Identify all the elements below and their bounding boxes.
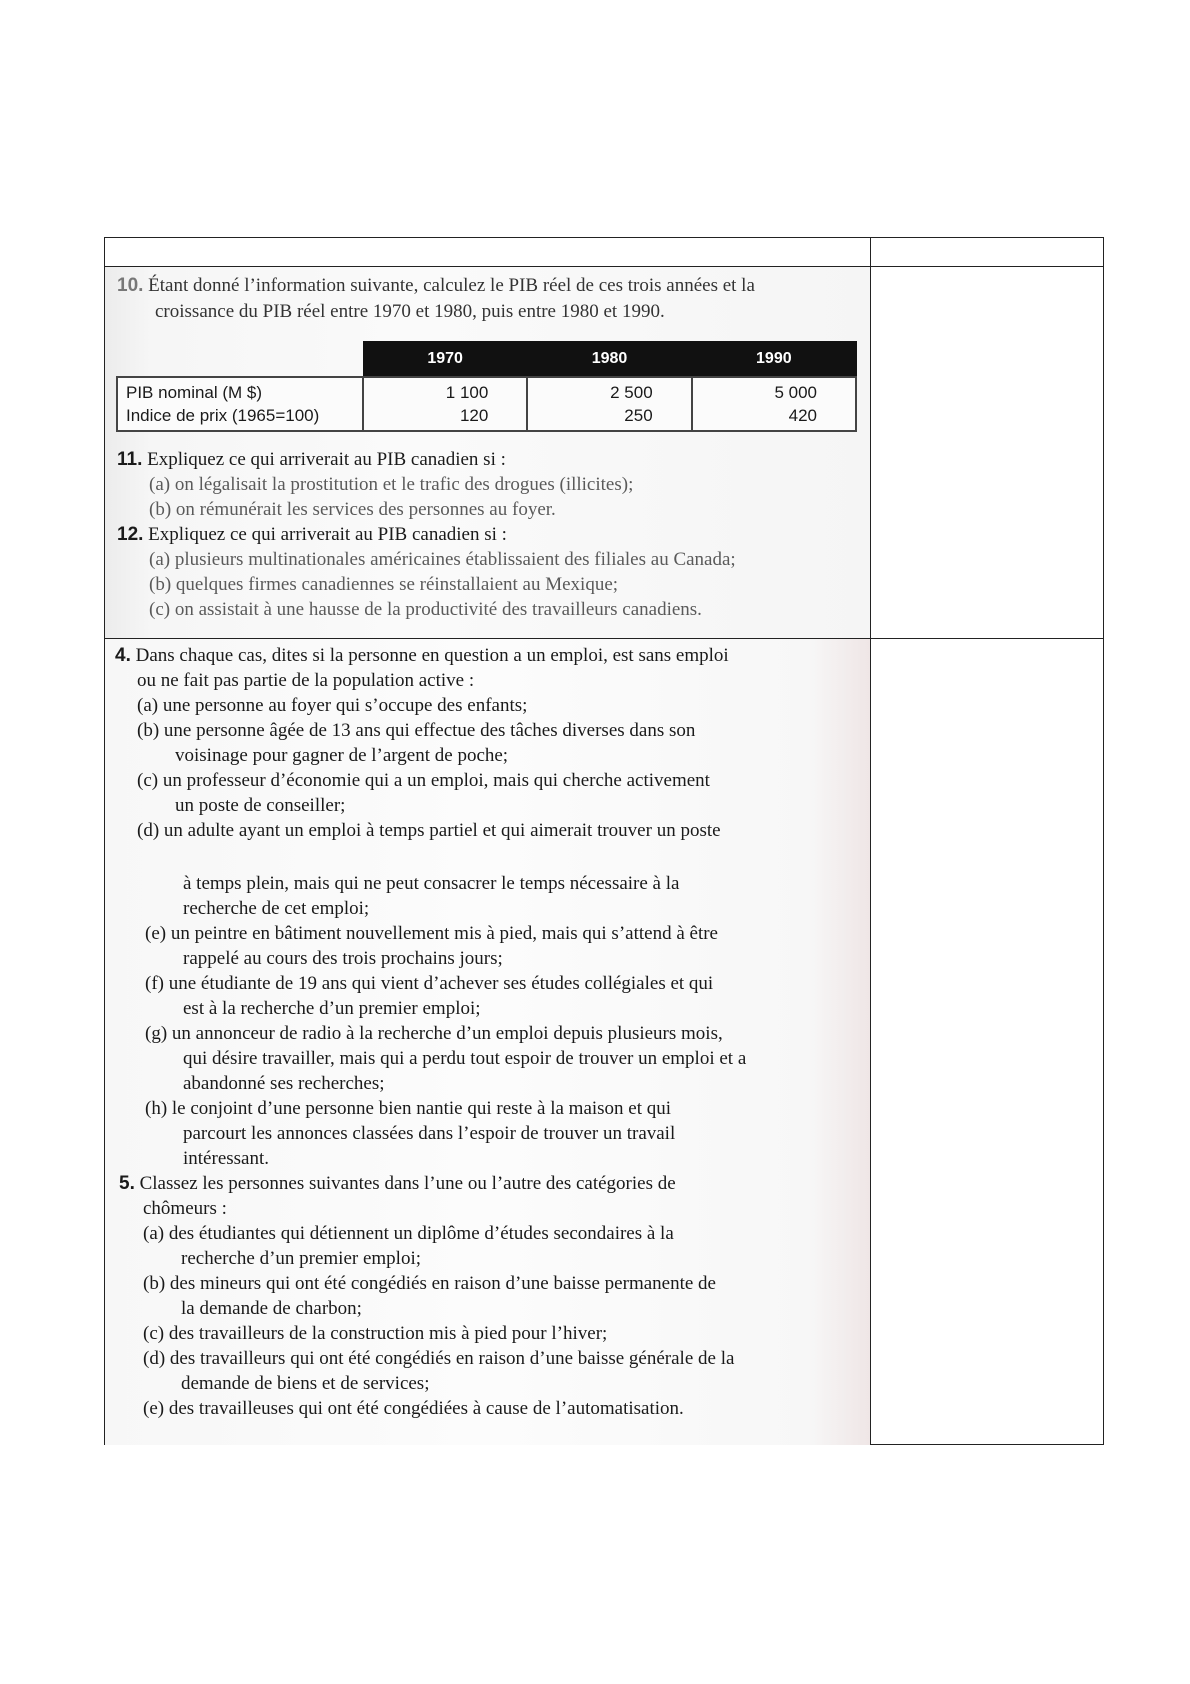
question-4-f-cont: est à la recherche d’un premier emploi;: [183, 998, 481, 1019]
question-5-line2: chômeurs :: [143, 1198, 227, 1219]
question-4-a: (a) une personne au foyer qui s’occupe des enfants;: [137, 695, 528, 716]
question-5-c: (c) des travailleurs de la construction mis à pied pour l’hiver;: [143, 1323, 608, 1344]
question-5-text: Classez les personnes suivantes dans l’une ou l’autre des catégories de: [139, 1173, 676, 1194]
question-5-a-cont: recherche d’un premier emploi;: [181, 1248, 422, 1269]
question-4-c-cont: un poste de conseiller;: [175, 795, 346, 816]
question-5-line1: [119, 1172, 676, 1196]
table-cell-1990: [692, 377, 856, 431]
question-5-number: 5.: [119, 1173, 135, 1194]
table-header-1980: 1980: [527, 342, 691, 378]
exercise-table: [104, 237, 1104, 1445]
row-label-pib-nominal: PIB nominal (M $): [126, 383, 263, 402]
question-4-number: 4.: [115, 645, 131, 666]
question-5-b: (b) des mineurs qui ont été congédiés en raison d’une baisse permanente de: [143, 1273, 716, 1294]
question-4-text: Dans chaque cas, dites si la personne en question a un emploi, est sans emploi: [135, 645, 729, 666]
question-4-g-cont2: abandonné ses recherches;: [183, 1073, 385, 1094]
question-11: [117, 448, 506, 472]
question-5-a: (a) des étudiantes qui détiennent un diplôme d’études secondaires à la: [143, 1223, 674, 1244]
indice-prix-1990: 420: [788, 406, 817, 425]
question-11-a: (a) on légalisait la prostitution et le trafic des drogues (illicites);: [149, 474, 634, 495]
pib-nominal-1970: 1 100: [445, 383, 489, 402]
row-label-indice-prix: Indice de prix (1965=100): [126, 406, 320, 425]
table-corner-cell: [117, 342, 363, 378]
question-12-b: (b) quelques firmes canadiennes se réinstallaient au Mexique;: [149, 574, 619, 595]
pib-nominal-1990: 5 000: [774, 383, 817, 402]
question-4-d-cont1: à temps plein, mais qui ne peut consacrer le temps nécessaire à la: [183, 873, 680, 894]
question-5-b-cont: la demande de charbon;: [181, 1298, 362, 1319]
row-divider: [105, 638, 1103, 639]
question-4-g: (g) un annonceur de radio à la recherche d’un emploi depuis plusieurs mois,: [145, 1023, 723, 1044]
question-4-b-cont: voisinage pour gagner de l’argent de poche;: [175, 745, 509, 766]
question-4-line2: ou ne fait pas partie de la population active :: [137, 670, 475, 691]
question-5-e: (e) des travailleuses qui ont été congédiées à cause de l’automatisation.: [143, 1398, 684, 1419]
header-row-divider: [105, 266, 1103, 267]
table-cell-1980: [527, 377, 691, 431]
question-4-d: (d) un adulte ayant un emploi à temps partiel et qui aimerait trouver un poste: [137, 820, 721, 841]
question-10-text: Étant donné l’information suivante, calculez le PIB réel de ces trois années et la: [148, 275, 755, 296]
table-cell-1970: [363, 377, 527, 431]
question-12-number: 12.: [117, 524, 144, 545]
question-11-b: (b) on rémunérait les services des personnes au foyer.: [149, 499, 556, 520]
indice-prix-1980: 250: [624, 406, 653, 425]
question-5-d: (d) des travailleurs qui ont été congédiés en raison d’une baisse générale de la: [143, 1348, 735, 1369]
question-4-e: (e) un peintre en bâtiment nouvellement mis à pied, mais qui s’attend à être: [145, 923, 718, 944]
question-10-number: 10.: [117, 275, 144, 296]
question-4-line1: [115, 644, 729, 668]
question-10-line1: [117, 274, 755, 298]
table-header-1990: 1990: [692, 342, 856, 378]
question-4-h-cont1: parcourt les annonces classées dans l’espoir de trouver un travail: [183, 1123, 676, 1144]
table-header-1970: 1970: [363, 342, 527, 378]
table-row: [117, 377, 856, 431]
question-4-b: (b) une personne âgée de 13 ans qui effectue des tâches diverses dans son: [137, 720, 696, 741]
column-divider: [870, 238, 871, 1444]
question-4-h: (h) le conjoint d’une personne bien nantie qui reste à la maison et qui: [145, 1098, 672, 1119]
question-4-d-cont2: recherche de cet emploi;: [183, 898, 370, 919]
table-row-labels: [117, 377, 363, 431]
question-11-text: Expliquez ce qui arriverait au PIB canadien si :: [147, 449, 506, 470]
gdp-data-table: [116, 341, 857, 432]
table-header-row: [117, 342, 856, 378]
indice-prix-1970: 120: [459, 406, 489, 425]
question-11-number: 11.: [117, 449, 143, 470]
question-5-d-cont: demande de biens et de services;: [181, 1373, 430, 1394]
question-4-c: (c) un professeur d’économie qui a un emploi, mais qui cherche activement: [137, 770, 710, 791]
question-12-text: Expliquez ce qui arriverait au PIB canadien si :: [148, 524, 507, 545]
question-4-f: (f) une étudiante de 19 ans qui vient d’achever ses études collégiales et qui: [145, 973, 714, 994]
question-4-h-cont2: intéressant.: [183, 1148, 270, 1169]
question-12-a: (a) plusieurs multinationales américaines établissaient des filiales au Canada;: [149, 549, 736, 570]
question-4-g-cont1: qui désire travailler, mais qui a perdu tout espoir de trouver un emploi et a: [183, 1048, 747, 1069]
question-10-line2: croissance du PIB réel entre 1970 et 1980, puis entre 1980 et 1990.: [155, 301, 665, 322]
question-12: [117, 523, 507, 547]
question-4-e-cont: rappelé au cours des trois prochains jours;: [183, 948, 503, 969]
question-12-c: (c) on assistait à une hausse de la productivité des travailleurs canadiens.: [149, 599, 702, 620]
pib-nominal-1980: 2 500: [610, 383, 653, 402]
